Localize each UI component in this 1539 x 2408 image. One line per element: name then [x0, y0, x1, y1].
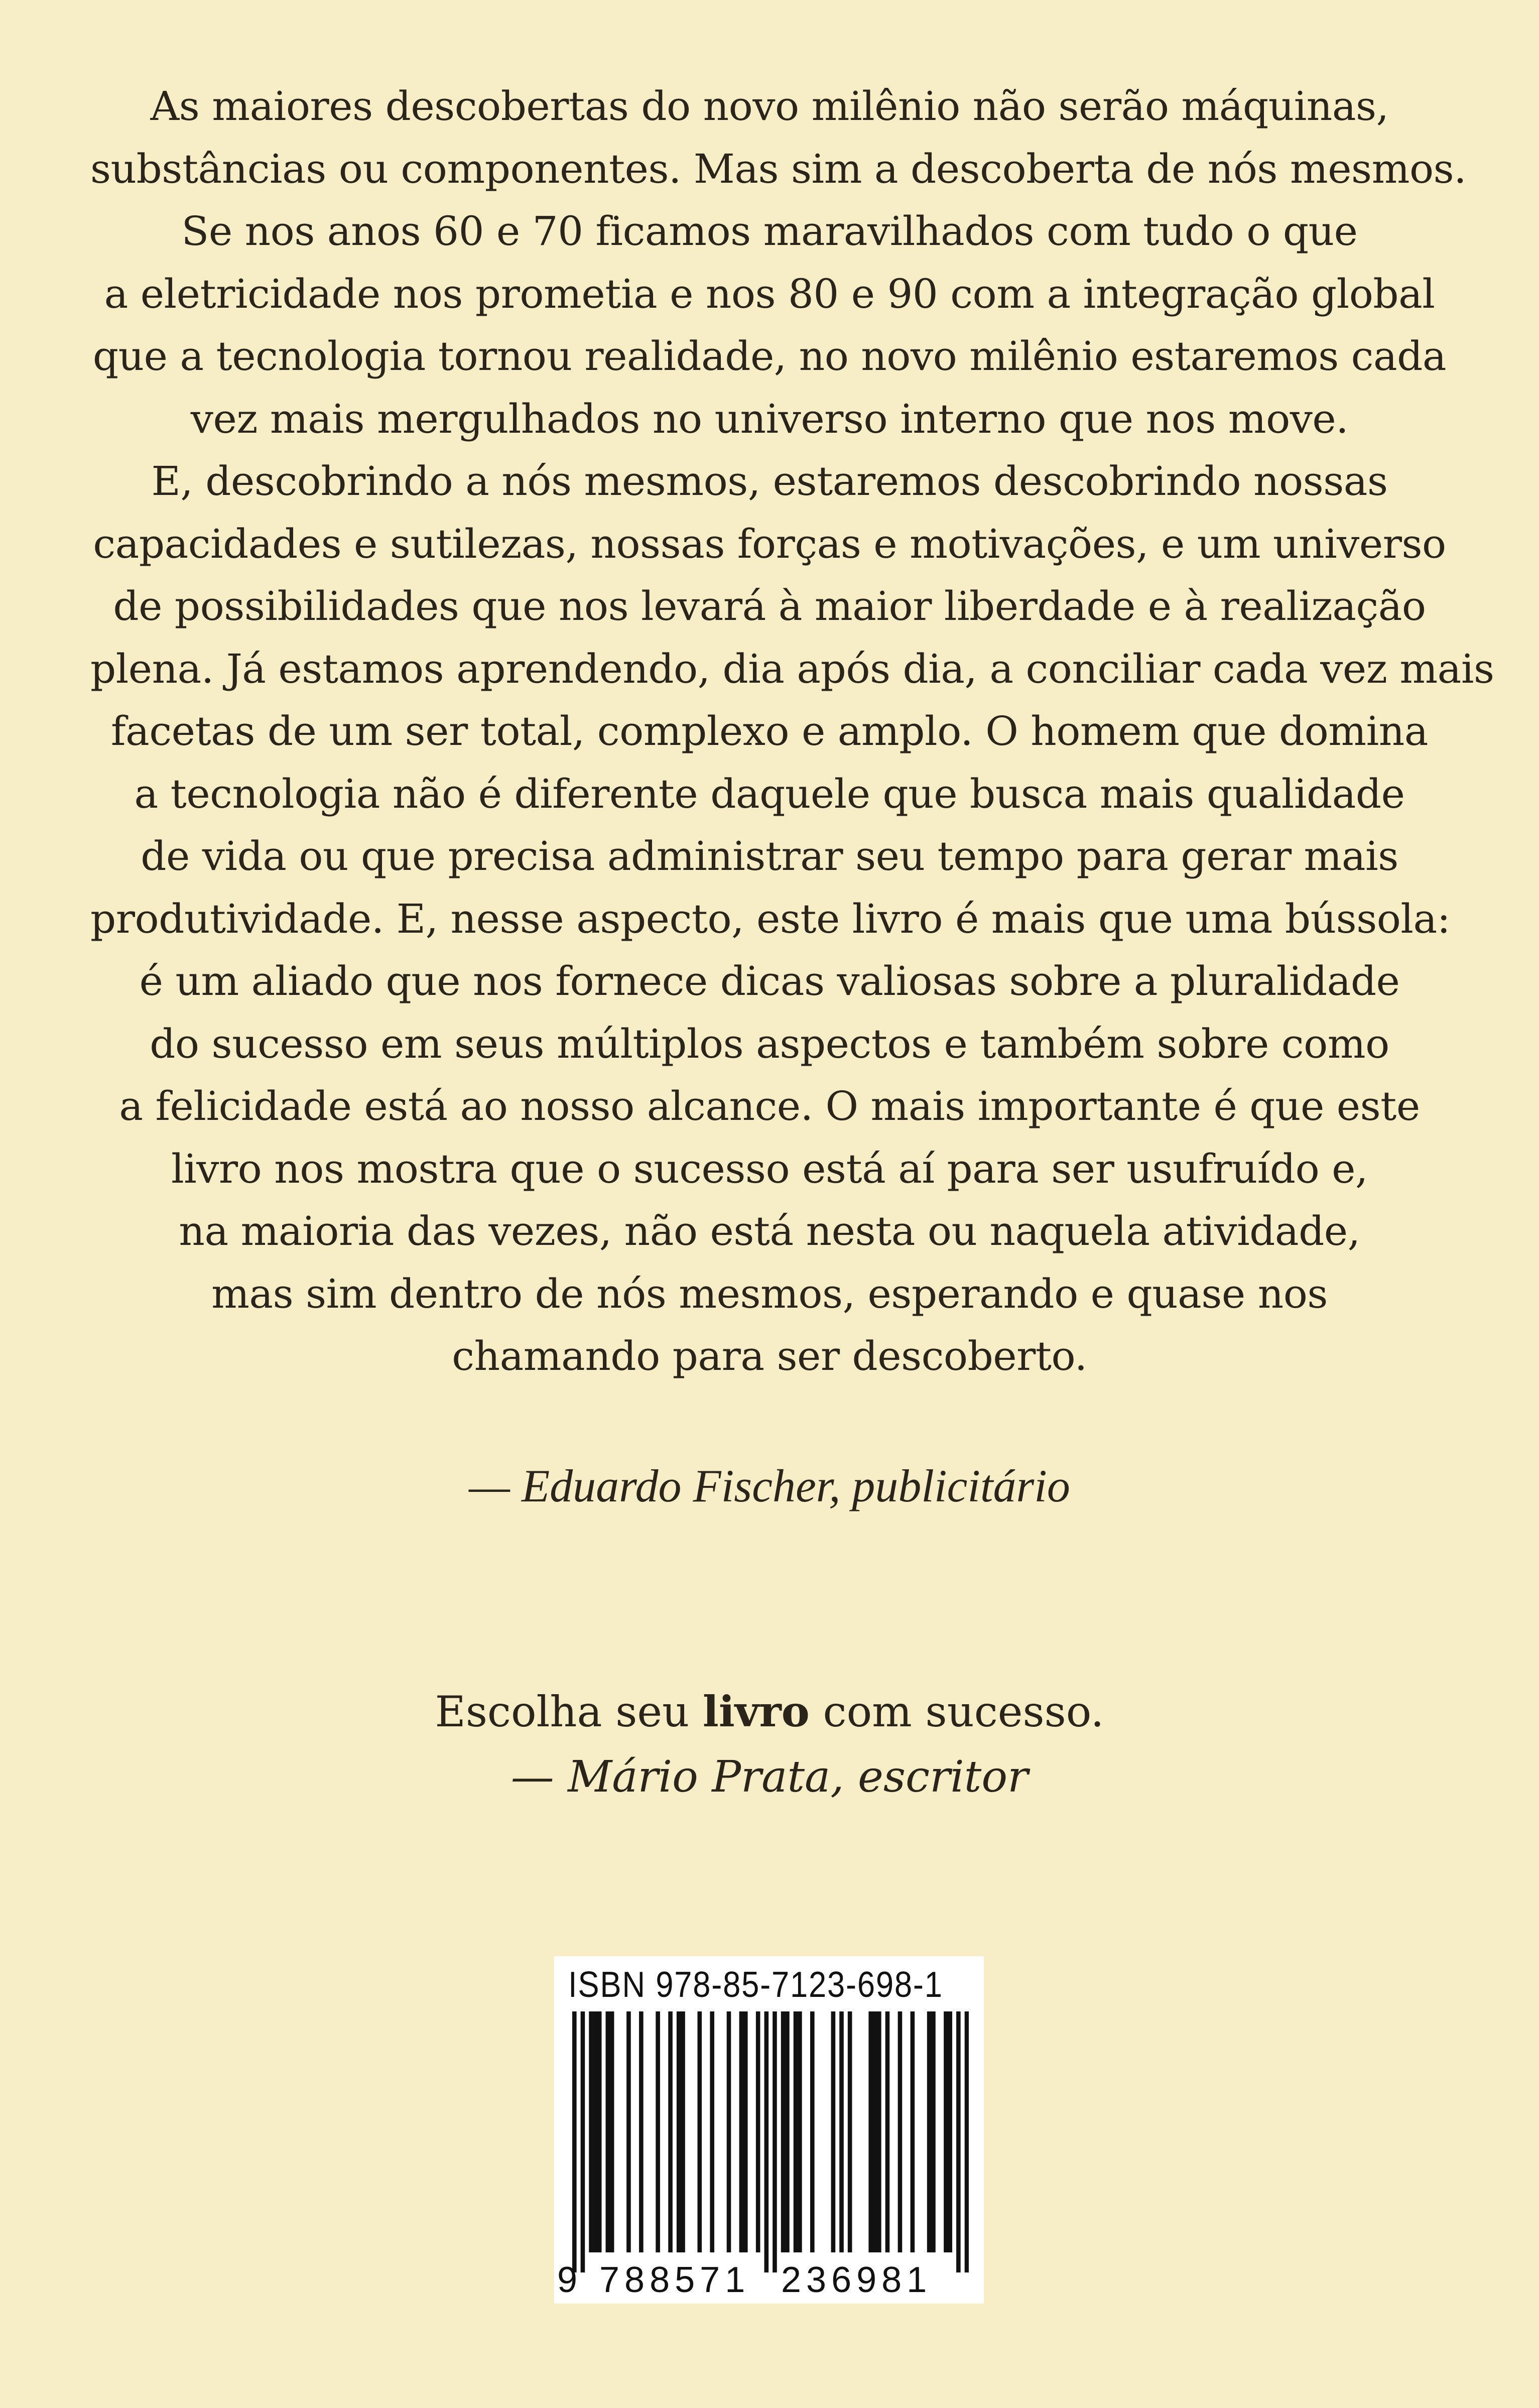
- barcode-bar: [885, 2011, 890, 2252]
- barcode-bar: [794, 2011, 798, 2252]
- blurb-line: de possibilidades que nos levará à maior liberdade e à realização: [113, 583, 1426, 629]
- barcode-digits: [554, 2257, 984, 2303]
- barcode-bar: [639, 2011, 644, 2252]
- isbn-label: ISBN 978-85-7123-698-1: [568, 1965, 943, 2005]
- barcode-bar: [848, 2011, 852, 2252]
- barcode-bar: [810, 2011, 815, 2252]
- barcode-digits-left: 788571: [599, 2260, 750, 2300]
- blurb-line: do sucesso em seus múltiplos aspectos e também sobre como: [150, 1020, 1389, 1067]
- barcode-bar: [868, 2011, 873, 2252]
- barcode-digits-right: 236981: [781, 2260, 932, 2300]
- barcode-bar: [798, 2011, 802, 2252]
- barcode-bar: [839, 2011, 844, 2252]
- barcode-bar: [785, 2011, 790, 2252]
- barcode-bar: [656, 2011, 660, 2252]
- barcode-bar: [944, 2011, 948, 2252]
- blurb-line: produtividade. E, nesse aspecto, este livro é mais que uma bússola:: [90, 895, 1451, 942]
- barcode-bar: [727, 2011, 731, 2252]
- blurb-line: de vida ou que precisa administrar seu tempo para gerar mais: [141, 833, 1398, 879]
- slogan: [0, 1682, 1539, 1742]
- blurb-line: E, descobrindo a nós mesmos, estaremos descobrindo nossas: [151, 458, 1388, 504]
- barcode-bar: [931, 2011, 936, 2252]
- barcode-bar: [626, 2011, 631, 2252]
- blurb-attribution: — Eduardo Fischer, publicitário: [469, 1460, 1070, 1511]
- blurb-line: que a tecnologia tornou realidade, no novo milênio estaremos cada: [92, 333, 1447, 379]
- barcode-bar: [965, 2011, 969, 2272]
- blurb-text: [90, 75, 1494, 1388]
- blurb-line: chamando para ser descoberto.: [452, 1333, 1087, 1379]
- barcode-bar: [873, 2011, 877, 2252]
- barcode-bar: [739, 2011, 744, 2252]
- barcode-bar: [589, 2011, 593, 2252]
- blurb-line: facetas de um ser total, complexo e amplo. O homem que domina: [111, 708, 1428, 754]
- barcode-bar: [877, 2011, 881, 2252]
- barcode-bar: [681, 2011, 685, 2252]
- blurb-line: substâncias ou componentes. Mas sim a descoberta de nós mesmos.: [90, 145, 1467, 192]
- blurb-line: As maiores descobertas do novo milênio não serão máquinas,: [150, 83, 1389, 130]
- barcode-bar: [927, 2011, 932, 2252]
- blurb-line: plena. Já estamos aprendendo, dia após dia, a conciliar cada vez mais: [90, 645, 1494, 692]
- barcode-bar: [710, 2011, 714, 2252]
- blurb-line: a eletricidade nos prometia e nos 80 e 90 com a integração global: [104, 270, 1435, 317]
- barcode-bar: [610, 2011, 614, 2252]
- blurb-line: livro nos mostra que o sucesso está aí para ser usufruído e,: [171, 1145, 1368, 1192]
- barcode-bar: [668, 2011, 673, 2252]
- barcode-bars: [572, 2011, 969, 2272]
- barcode-bar: [756, 2011, 760, 2252]
- barcode-bar: [956, 2011, 961, 2272]
- barcode-bar: [743, 2011, 748, 2252]
- blurb-line: mas sim dentro de nós mesmos, esperando e quase nos: [211, 1270, 1328, 1317]
- barcode-bar: [697, 2011, 702, 2252]
- blurb-line: a felicidade está ao nosso alcance. O mais importante é que este: [119, 1083, 1420, 1129]
- slogan-before: Escolha seu: [435, 1687, 703, 1736]
- barcode-bar: [764, 2011, 769, 2272]
- barcode-digit-lead: 9: [557, 2260, 578, 2300]
- barcode-bar: [572, 2011, 577, 2272]
- barcode-bar: [898, 2011, 903, 2252]
- isbn-barcode: [554, 1956, 984, 2304]
- barcode-bar: [948, 2011, 952, 2252]
- barcode-bar: [593, 2011, 598, 2252]
- barcode-bar: [581, 2011, 585, 2272]
- barcode-bar: [606, 2011, 610, 2252]
- blurb-line: capacidades e sutilezas, nossas forças e motivações, e um universo: [93, 520, 1446, 567]
- blurb-line: Se nos anos 60 e 70 ficamos maravilhados com tudo o que: [181, 208, 1358, 255]
- slogan-bold-word: livro: [702, 1687, 810, 1736]
- blurb-line: vez mais mergulhados no universo interno que nos move.: [190, 395, 1349, 442]
- barcode-bar: [773, 2011, 777, 2272]
- slogan-after: com sucesso.: [809, 1687, 1104, 1736]
- blurb-line: na maioria das vezes, não está nesta ou naquela atividade,: [179, 1208, 1360, 1254]
- blurb-line: é um aliado que nos fornece dicas valiosas sobre a pluralidade: [139, 958, 1400, 1004]
- barcode-bar: [781, 2011, 786, 2252]
- barcode-bar: [597, 2011, 602, 2252]
- barcode-bar: [677, 2011, 681, 2252]
- blurb-line: a tecnologia não é diferente daquele que busca mais qualidade: [134, 770, 1405, 817]
- slogan-author: — Mário Prata, escritor: [510, 1752, 1029, 1802]
- barcode-bar: [911, 2011, 915, 2252]
- barcode-bar: [831, 2011, 836, 2252]
